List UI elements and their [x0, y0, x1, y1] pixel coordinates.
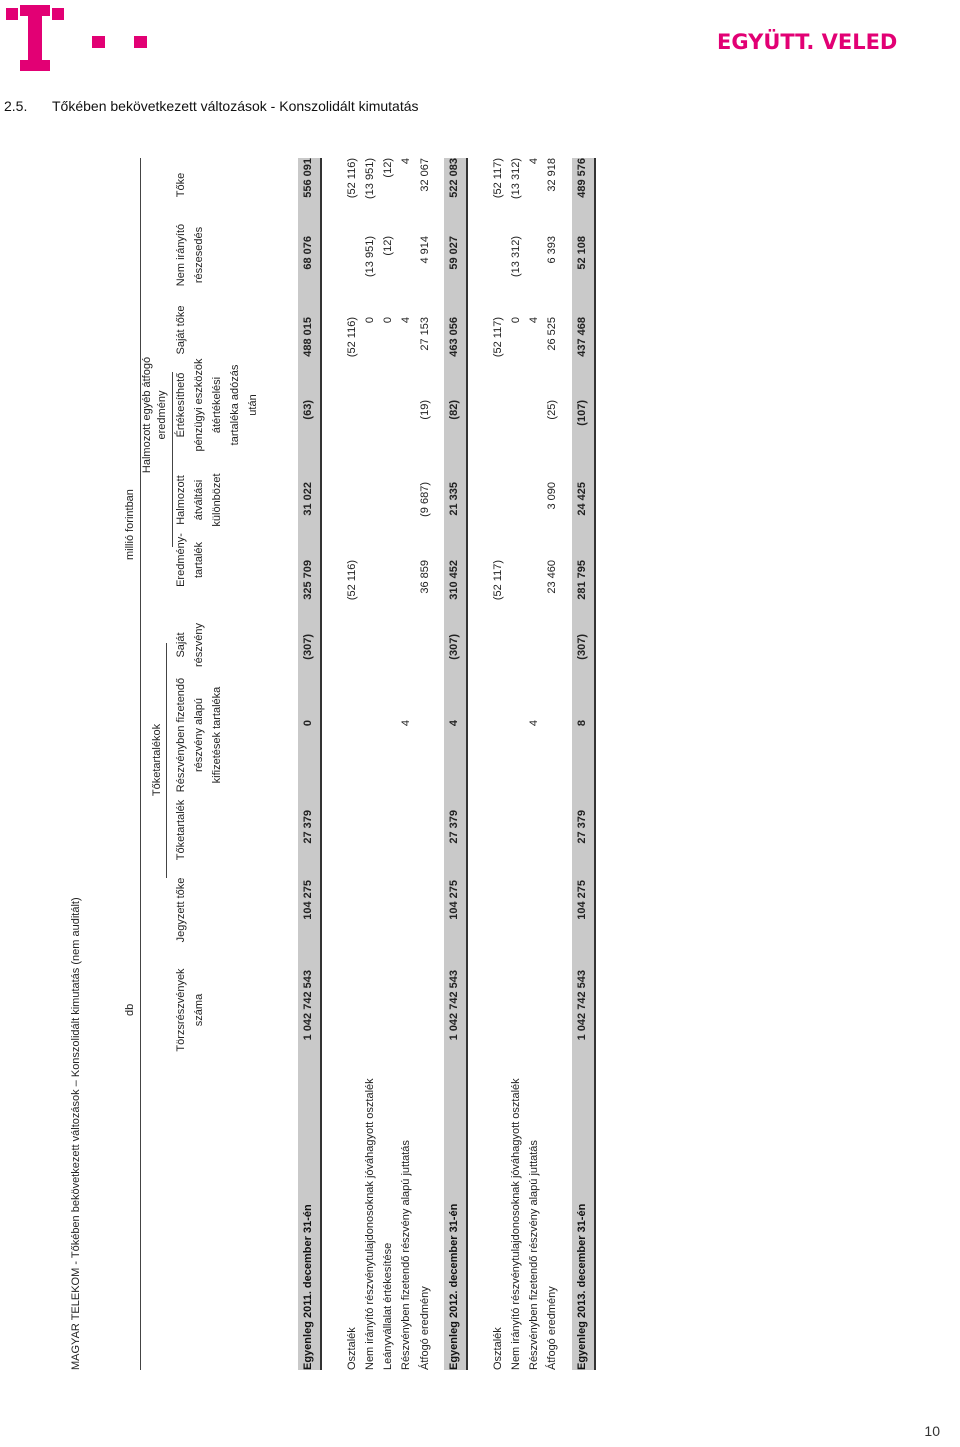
logo-t-stem: [28, 14, 42, 60]
table-cell-c7: 21 335: [448, 482, 460, 516]
table-cell-c5: (307): [576, 634, 588, 660]
table-cell-c8: (82): [448, 400, 460, 420]
table-cell-c9: (52 116): [346, 317, 358, 358]
col-header-shares: Törzsrészvények száma: [175, 968, 205, 1052]
table-cell-c11: 489 576: [576, 158, 588, 198]
table-cell-c8: (107): [576, 400, 588, 426]
logo-dot-right-top: [52, 8, 64, 20]
table-cell-c3: 27 379: [302, 810, 314, 844]
table-cell-c9: 4: [400, 317, 412, 324]
unit-db: db: [124, 1003, 136, 1016]
table-cell-c9: (52 117): [492, 317, 504, 358]
table-cell-c8: (25): [546, 400, 558, 420]
table-cell-c6: 310 452: [448, 560, 460, 600]
table-cell-c2: 104 275: [448, 880, 460, 920]
table-cell-c1: 1 042 742 543: [576, 970, 588, 1041]
table-cell-c11: 32 918: [546, 158, 558, 192]
table-cell-c11: 32 067: [419, 158, 431, 192]
movement-row-label: Nem irányító részvénytulajdonosoknak jóváhagyott osztalék: [364, 1078, 376, 1370]
table-cell-c9: 437 468: [576, 317, 588, 357]
table-cell-c11: (52 117): [492, 158, 504, 199]
movement-row-label: Átfogó eredmény: [419, 1286, 431, 1370]
table-cell-c7: 24 425: [576, 482, 588, 516]
col-header-capital-reserve: Tőketartalék: [175, 799, 187, 861]
table-cell-c9: 4: [528, 317, 540, 324]
col-header-non-controlling: Nem irányító részesedés: [175, 223, 205, 287]
section-number: 2.5.: [4, 98, 28, 114]
group-reserves-rule: [166, 643, 167, 878]
movement-row-label: Részvényben fizetendő részvény alapú juttatás: [400, 1140, 412, 1370]
table-cell-c11: 4: [528, 158, 540, 165]
table-cell-c9: 488 015: [302, 317, 314, 357]
movement-row-label: Nem irányító részvénytulajdonosoknak jóváhagyott osztalék: [510, 1078, 522, 1370]
table-cell-c2: 104 275: [302, 880, 314, 920]
movement-row-label: Osztalék: [346, 1327, 358, 1370]
balance-row-label: Egyenleg 2011. december 31-én: [302, 1204, 314, 1370]
table-cell-c7: 31 022: [302, 482, 314, 516]
table-cell-c11: (52 116): [346, 158, 358, 199]
table-subtitle: MAGYAR TELEKOM - Tőkében bekövetkezett változások – Konszolidált kimutatás (nem auditált): [70, 897, 82, 1370]
table-cell-c9: 0: [364, 317, 376, 324]
logo-dot-2: [134, 36, 147, 48]
table-cell-c11: 556 091: [302, 158, 314, 198]
movement-row-label: Átfogó eredmény: [546, 1286, 558, 1370]
table-cell-c9: 463 056: [448, 317, 460, 357]
slogan: EGYÜTT. VELED: [717, 30, 898, 54]
col-header-total-equity: Tőke: [175, 172, 187, 198]
unit-million: millió forintban: [124, 489, 136, 560]
table-cell-c3: 27 379: [576, 810, 588, 844]
table-cell-c11: (13 951): [364, 158, 376, 199]
section-title: Tőkében bekövetkezett változások - Konszolidált kimutatás: [52, 98, 419, 114]
col-header-treasury-shares: Saját részvény: [175, 622, 205, 668]
table-cell-c6: 23 460: [546, 560, 558, 594]
table-cell-c10: (12): [382, 236, 394, 256]
table-cell-c6: (52 116): [346, 560, 358, 601]
table-cell-c9: 26 525: [546, 317, 558, 351]
table-cell-c10: 52 108: [576, 236, 588, 270]
table-cell-c3: 27 379: [448, 810, 460, 844]
table-cell-c6: (52 117): [492, 560, 504, 601]
col-header-equity: Saját tőke: [175, 305, 187, 355]
table-cell-c4: 4: [528, 720, 540, 727]
telekom-t-icon: [6, 5, 147, 71]
col-header-afs-reserve: Értékesíthető pénzügyi eszközök átértékelési tartaléka adózás után: [175, 358, 259, 452]
table-cell-c1: 1 042 742 543: [448, 970, 460, 1041]
col-header-share-capital: Jegyzett tőke: [175, 877, 187, 943]
equity-statement-table: [0, 150, 900, 1400]
table-cell-c10: 59 027: [448, 236, 460, 270]
table-cell-c4: 0: [302, 720, 314, 727]
table-cell-c10: 68 076: [302, 236, 314, 270]
table-cell-c5: (307): [448, 634, 460, 660]
movement-row-label: Részvényben fizetendő részvény alapú juttatás: [528, 1140, 540, 1370]
table-cell-c4: 4: [400, 720, 412, 727]
table-cell-c4: 8: [576, 720, 588, 727]
table-cell-c7: (9 687): [419, 482, 431, 517]
table-cell-c7: 3 090: [546, 482, 558, 510]
table-cell-c10: (13 312): [510, 236, 522, 277]
table-cell-c8: (63): [302, 400, 314, 420]
table-cell-c11: (12): [382, 158, 394, 178]
table-cell-c11: 522 083: [448, 158, 460, 198]
table-cell-c9: 0: [382, 317, 394, 324]
logo-dot-1: [92, 36, 105, 48]
table-cell-c10: 6 393: [546, 236, 558, 264]
balance-row-label: Egyenleg 2013. december 31-én: [576, 1203, 588, 1370]
col-header-translation-difference: Halmozott átváltási különbözet: [175, 473, 223, 527]
movement-row-label: Osztalék: [492, 1327, 504, 1370]
movement-row-label: Leányvállalat értékesítése: [382, 1242, 394, 1370]
table-cell-c11: (13 312): [510, 158, 522, 199]
table-cell-c9: 0: [510, 317, 522, 324]
table-cell-c6: 36 859: [419, 560, 431, 594]
table-cell-c6: 325 709: [302, 560, 314, 600]
col-header-share-based-reserve: Részvényben fizetendő részvény alapú kifizetések tartaléka: [175, 677, 223, 793]
table-cell-c8: (19): [419, 400, 431, 420]
table-cell-c5: (307): [302, 634, 314, 660]
table-cell-c11: 4: [400, 158, 412, 165]
logo-dot-left-top: [6, 8, 18, 20]
table-cell-c1: 1 042 742 543: [302, 970, 314, 1041]
table-cell-c2: 104 275: [576, 880, 588, 920]
table-cell-c6: 281 795: [576, 560, 588, 600]
section-heading: [4, 98, 419, 114]
balance-row-label: Egyenleg 2012. december 31-én: [448, 1203, 460, 1370]
telekom-logo: [0, 0, 160, 75]
group-oci-line-1: Halmozott egyéb átfogó: [141, 356, 153, 474]
table-cell-c10: (13 951): [364, 236, 376, 277]
table-cell-c9: 27 153: [419, 317, 431, 351]
group-oci-line-2: eredmény: [156, 390, 168, 440]
group-reserves-label: Tőketartalékok: [151, 723, 163, 797]
table-cell-c4: 4: [448, 720, 460, 727]
page-number: 10: [924, 1423, 940, 1439]
group-oci-label: [140, 335, 170, 495]
logo-t-foot: [20, 60, 50, 71]
col-header-retained-earnings: Eredmény- tartalék: [175, 533, 205, 587]
table-cell-c10: 4 914: [419, 236, 431, 264]
